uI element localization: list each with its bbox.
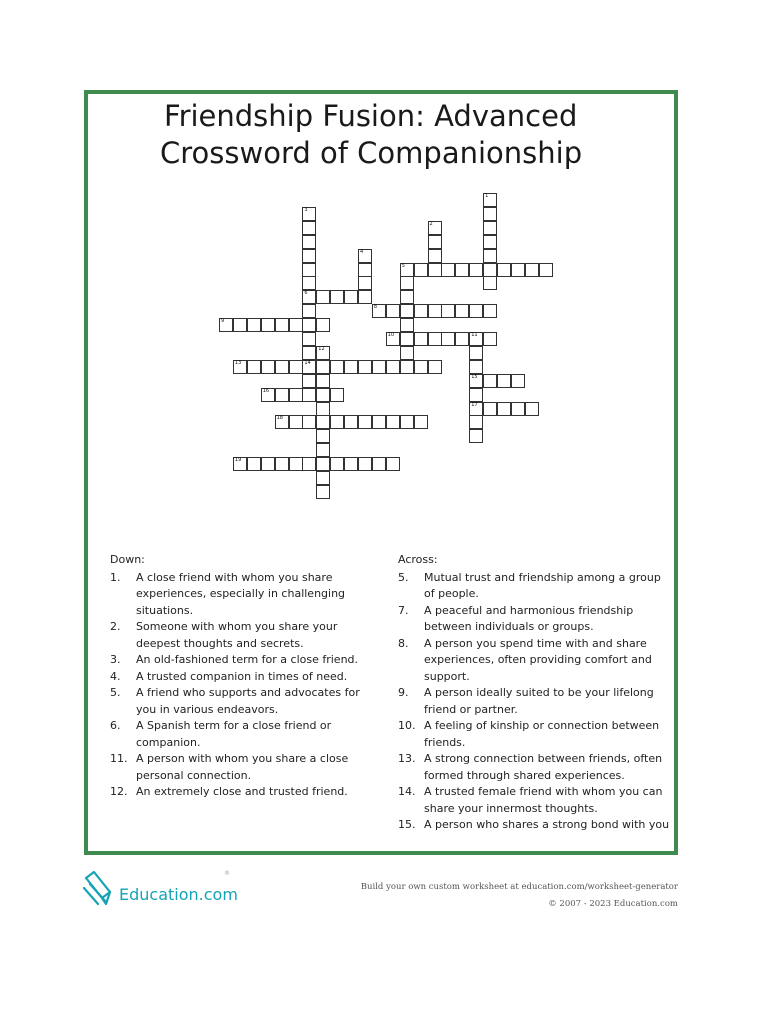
crossword-cell[interactable]: [400, 360, 414, 374]
clue-number: 8: [373, 304, 378, 311]
crossword-cell[interactable]: [414, 360, 428, 374]
crossword-cell[interactable]: [441, 304, 455, 318]
crossword-cell[interactable]: [400, 332, 414, 346]
crossword-cell[interactable]: [358, 457, 372, 471]
crossword-cell[interactable]: [316, 346, 330, 360]
across-clue: [398, 751, 670, 784]
crossword-cell[interactable]: [358, 249, 372, 263]
crossword-cell[interactable]: [289, 318, 303, 332]
crossword-cell[interactable]: [358, 415, 372, 429]
crossword-cell[interactable]: [414, 304, 428, 318]
down-clue: [110, 784, 372, 801]
across-clue: [398, 718, 670, 751]
crossword-cell[interactable]: [414, 415, 428, 429]
crossword-cell[interactable]: [497, 402, 511, 416]
crossword-cell[interactable]: [469, 415, 483, 429]
clue-number: 4.: [110, 669, 121, 683]
crossword-cell[interactable]: [302, 318, 316, 332]
clue-number: 7.: [398, 603, 409, 617]
crossword-cell[interactable]: [483, 193, 497, 207]
across-clue: [398, 636, 670, 686]
crossword-cell[interactable]: [400, 290, 414, 304]
crossword-cell[interactable]: [386, 457, 400, 471]
crossword-cell[interactable]: [275, 415, 289, 429]
footer-copyright: © 2007 - 2023 Education.com: [548, 899, 678, 909]
crossword-cell[interactable]: [247, 360, 261, 374]
crossword-cell[interactable]: [330, 388, 344, 402]
crossword-cell[interactable]: [428, 249, 442, 263]
crossword-cell[interactable]: [441, 263, 455, 277]
across-clues: [398, 552, 670, 834]
crossword-cell[interactable]: [344, 457, 358, 471]
footer-generator-link[interactable]: Build your own custom worksheet at education.com/worksheet-generator: [360, 882, 678, 892]
down-clue: [110, 685, 372, 718]
crossword-cell[interactable]: [497, 374, 511, 388]
clue-text: An old-fashioned term for a close friend.: [136, 653, 359, 666]
across-clue: [398, 685, 670, 718]
crossword-cell[interactable]: [275, 318, 289, 332]
clue-number: 10: [387, 332, 395, 338]
clue-text: A trusted female friend with whom you can share your innermost thoughts.: [424, 785, 663, 815]
crossword-cell[interactable]: [372, 360, 386, 374]
crossword-cell[interactable]: [316, 429, 330, 443]
crossword-cell[interactable]: [539, 263, 553, 277]
crossword-cell[interactable]: [289, 388, 303, 402]
crossword-cell[interactable]: [483, 402, 497, 416]
crossword-cell[interactable]: [428, 235, 442, 249]
crossword-cell[interactable]: [316, 443, 330, 457]
crossword-cell[interactable]: [358, 360, 372, 374]
clue-number: 13: [234, 359, 242, 366]
crossword-cell[interactable]: [330, 457, 344, 471]
crossword-cell[interactable]: [316, 485, 330, 499]
crossword-cell[interactable]: [302, 249, 316, 263]
crossword-cell[interactable]: [316, 471, 330, 485]
education-logo[interactable]: [82, 868, 282, 912]
clue-number: 11: [471, 332, 478, 338]
crossword-cell[interactable]: [483, 249, 497, 263]
across-clue: [398, 784, 670, 817]
clue-number: 9.: [398, 686, 409, 699]
down-clue: [110, 669, 372, 686]
crossword-cell[interactable]: [302, 388, 316, 402]
crossword-cell[interactable]: [302, 457, 316, 471]
crossword-cell[interactable]: [233, 457, 247, 471]
clue-number: 5.: [398, 570, 409, 584]
crossword-cell[interactable]: [400, 276, 414, 290]
clue-text: A strong connection between friends, often formed through shared experiences.: [424, 752, 663, 782]
clue-number: 13.: [398, 752, 416, 765]
clue-number: 15.: [398, 818, 416, 831]
crossword-cell[interactable]: [483, 207, 497, 221]
title-line-1: Friendship Fusion: Advanced: [164, 99, 578, 133]
down-clues: [110, 552, 372, 801]
crossword-cell[interactable]: [316, 290, 330, 304]
crossword-cell[interactable]: [400, 263, 414, 277]
crossword-cell[interactable]: [455, 304, 469, 318]
crossword-cell[interactable]: [302, 360, 316, 374]
crossword-cell[interactable]: [302, 290, 316, 304]
clue-number: 16: [262, 387, 270, 394]
crossword-cell[interactable]: [483, 235, 497, 249]
crossword-cell[interactable]: [428, 221, 442, 235]
crossword-cell[interactable]: [497, 263, 511, 277]
clue-number: 2.: [110, 620, 121, 633]
crossword-cell[interactable]: [330, 360, 344, 374]
crossword-cell[interactable]: [247, 457, 261, 471]
crossword-cell[interactable]: [386, 360, 400, 374]
clue-text: A feeling of kinship or connection between friends.: [424, 719, 660, 749]
crossword-cell[interactable]: [275, 457, 289, 471]
crossword-cell[interactable]: [358, 263, 372, 277]
crossword-cell[interactable]: [233, 360, 247, 374]
crossword-cell[interactable]: [469, 402, 483, 416]
down-clue: [110, 718, 372, 751]
clue-number: 15: [471, 373, 478, 380]
crossword-cell[interactable]: [233, 318, 247, 332]
crossword-cell[interactable]: [275, 388, 289, 402]
crossword-cell[interactable]: [302, 221, 316, 235]
crossword-cell[interactable]: [483, 374, 497, 388]
crossword-cell[interactable]: [344, 290, 358, 304]
clue-text: A Spanish term for a close friend or companion.: [136, 719, 332, 749]
crossword-cell[interactable]: [302, 415, 316, 429]
clue-number: 14.: [398, 785, 416, 798]
crossword-cell[interactable]: [455, 332, 469, 346]
clue-text: A person you spend time with and share experiences, often providing comfort and support.: [424, 636, 652, 683]
clue-number: 14: [304, 359, 311, 366]
education-pencil-icon: [82, 870, 116, 906]
clue-number: 11.: [110, 752, 128, 765]
crossword-cell[interactable]: [386, 415, 400, 429]
crossword-cell[interactable]: [386, 304, 400, 318]
across-clue: [398, 817, 670, 834]
crossword-cell[interactable]: [275, 360, 289, 374]
crossword-cell[interactable]: [261, 360, 275, 374]
down-clue: [110, 652, 372, 669]
crossword-cell[interactable]: [525, 402, 539, 416]
clue-number: 5: [401, 262, 405, 269]
crossword-cell[interactable]: [330, 415, 344, 429]
crossword-cell[interactable]: [261, 457, 275, 471]
crossword-cell[interactable]: [414, 332, 428, 346]
crossword-cell[interactable]: [400, 346, 414, 360]
crossword-cell[interactable]: [358, 276, 372, 290]
crossword-cell[interactable]: [316, 318, 330, 332]
crossword-cell[interactable]: [316, 402, 330, 416]
crossword-cell[interactable]: [302, 374, 316, 388]
clue-number: 18: [276, 415, 283, 422]
clue-number: 6: [304, 290, 308, 297]
crossword-cell[interactable]: [483, 304, 497, 318]
crossword-cell[interactable]: [428, 332, 442, 346]
crossword-cell[interactable]: [358, 290, 372, 304]
crossword-cell[interactable]: [302, 235, 316, 249]
clue-text: A friend who supports and advocates for you in various endeavors.: [136, 686, 360, 716]
registered-mark: ®: [224, 870, 230, 877]
crossword-cell[interactable]: [247, 318, 261, 332]
crossword-cell[interactable]: [428, 263, 442, 277]
crossword-cell[interactable]: [219, 318, 233, 332]
crossword-cell[interactable]: [344, 415, 358, 429]
crossword-cell[interactable]: [400, 415, 414, 429]
crossword-cell[interactable]: [316, 388, 330, 402]
crossword-cell[interactable]: [302, 304, 316, 318]
crossword-cell[interactable]: [372, 304, 386, 318]
crossword-cell[interactable]: [469, 304, 483, 318]
crossword-cell[interactable]: [469, 374, 483, 388]
crossword-cell[interactable]: [483, 276, 497, 290]
crossword-cell[interactable]: [525, 263, 539, 277]
crossword-cell[interactable]: [316, 360, 330, 374]
crossword-cell[interactable]: [372, 415, 386, 429]
crossword-cell[interactable]: [511, 263, 525, 277]
crossword-cell[interactable]: [302, 332, 316, 346]
down-heading: Down:: [110, 553, 145, 566]
crossword-cell[interactable]: [302, 276, 316, 290]
crossword-cell[interactable]: [455, 263, 469, 277]
across-clue: [398, 603, 670, 636]
down-clue: [110, 751, 372, 784]
crossword-cell[interactable]: [511, 402, 525, 416]
down-clue: [110, 619, 372, 652]
clue-number: 1.: [110, 570, 121, 584]
crossword-cell[interactable]: [469, 346, 483, 360]
across-heading: Across:: [398, 553, 438, 566]
crossword-cell[interactable]: [469, 263, 483, 277]
clue-number: 9: [221, 318, 225, 325]
crossword-cell[interactable]: [511, 374, 525, 388]
clue-text: A trusted companion in times of need.: [136, 669, 348, 683]
crossword-cell[interactable]: [261, 318, 275, 332]
crossword-cell[interactable]: [316, 415, 330, 429]
crossword-cell[interactable]: [372, 457, 386, 471]
clue-number: 8.: [398, 636, 409, 650]
clue-number: 12: [318, 345, 325, 352]
crossword-cell[interactable]: [302, 263, 316, 277]
clue-text: Mutual trust and friendship among a group of people.: [424, 570, 661, 600]
clue-number: 12.: [110, 785, 128, 798]
clue-number: 1: [485, 193, 489, 199]
clue-number: 3: [304, 206, 308, 213]
crossword-cell[interactable]: [386, 332, 400, 346]
crossword-cell[interactable]: [428, 360, 442, 374]
crossword-cell[interactable]: [483, 263, 497, 277]
clue-text: An extremely close and trusted friend.: [136, 785, 348, 798]
crossword-cell[interactable]: [302, 207, 316, 221]
crossword-cell[interactable]: [483, 332, 497, 346]
clue-text: A person who shares a strong bond with you: [424, 818, 670, 831]
crossword-cell[interactable]: [469, 429, 483, 443]
down-clue: [110, 570, 372, 620]
crossword-cell[interactable]: [330, 290, 344, 304]
crossword-cell[interactable]: [316, 374, 330, 388]
crossword-cell[interactable]: [469, 332, 483, 346]
crossword-cell[interactable]: [400, 304, 414, 318]
clue-number: 17: [471, 401, 478, 408]
crossword-cell[interactable]: [469, 388, 483, 402]
clue-number: 6.: [110, 719, 121, 732]
crossword-cell[interactable]: [302, 346, 316, 360]
crossword-cell[interactable]: [469, 360, 483, 374]
crossword-cell[interactable]: [344, 360, 358, 374]
clue-text: A peaceful and harmonious friendship between individuals or groups.: [424, 603, 634, 633]
clue-text: A person ideally suited to be your lifelong friend or partner.: [424, 686, 654, 716]
clue-number: 4: [360, 248, 364, 255]
crossword-cell[interactable]: [289, 360, 303, 374]
crossword-cell[interactable]: [483, 221, 497, 235]
clue-number: 3.: [110, 653, 121, 666]
clue-number: 5.: [110, 686, 121, 699]
across-clue: [398, 570, 670, 603]
crossword-cell[interactable]: [414, 263, 428, 277]
crossword-cell[interactable]: [316, 457, 330, 471]
clue-number: 10.: [398, 719, 416, 732]
crossword-cell[interactable]: [289, 415, 303, 429]
clue-text: A close friend with whom you share experiences, especially in challenging situations.: [136, 570, 346, 617]
title-line-2: Crossword of Companionship: [160, 136, 583, 170]
crossword-cell[interactable]: [289, 457, 303, 471]
crossword-cell[interactable]: [400, 318, 414, 332]
logo-text: Education.com: [119, 885, 238, 904]
clue-number: 19: [234, 457, 242, 464]
crossword-cell[interactable]: [261, 388, 275, 402]
clue-number: 2: [429, 220, 433, 227]
clue-text: A person with whom you share a close personal connection.: [136, 752, 349, 782]
crossword-cell[interactable]: [441, 332, 455, 346]
clue-text: Someone with whom you share your deepest thoughts and secrets.: [136, 620, 338, 650]
crossword-cell[interactable]: [428, 304, 442, 318]
